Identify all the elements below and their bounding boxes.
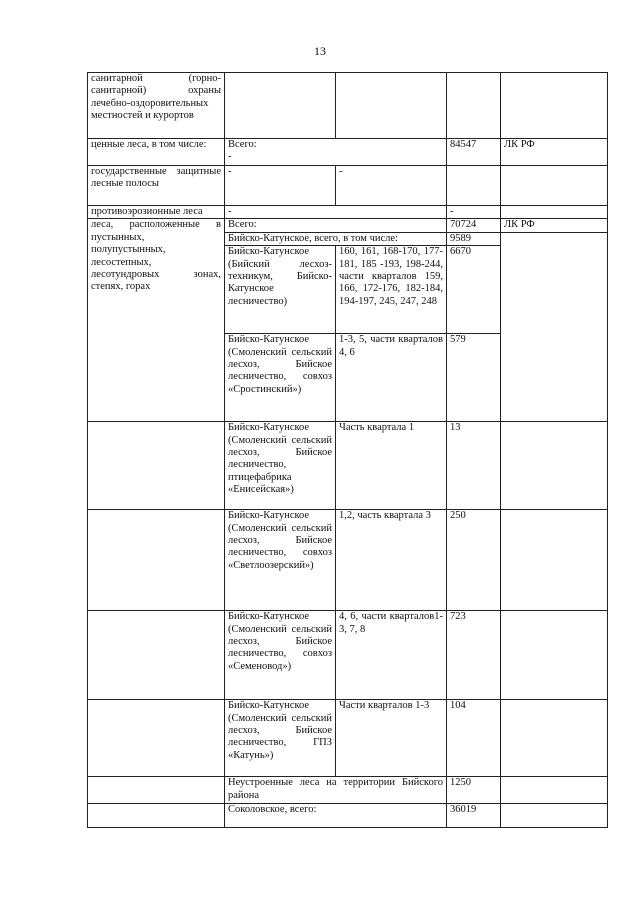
area-cell: - xyxy=(447,206,501,219)
basis-cell xyxy=(501,232,608,421)
basis-cell xyxy=(501,510,608,611)
table-row xyxy=(88,700,608,777)
area-cell: 36019 xyxy=(447,804,501,828)
table-row xyxy=(88,219,608,232)
quarters-cell: 1-3, 5, части кварталов 4, 6 xyxy=(336,334,447,422)
area-cell: 579 xyxy=(447,334,501,422)
category-cell: ценные леса, в том числе: xyxy=(88,139,225,166)
category-cell xyxy=(88,700,225,777)
category-cell: противоэрозионные леса xyxy=(88,206,225,219)
area-cell: 84547 xyxy=(447,139,501,166)
subject-cell: Неустроенные леса на территории Бийского района xyxy=(225,777,447,804)
table-row xyxy=(88,206,608,219)
subject-cell: Соколовское, всего: xyxy=(225,804,447,828)
subject-cell: Бийско-Катунское (Смоленский сельский лесхоз, Бийское лесничество, совхоз «Светлоозерский») xyxy=(225,510,336,611)
basis-cell xyxy=(501,422,608,510)
category-cell: санитарной (горно-санитарной) охраны лечебно-оздоровительных местностей и курортов xyxy=(88,73,225,139)
quarters-cell: - xyxy=(336,166,447,206)
basis-cell xyxy=(501,73,608,139)
area-cell: 250 xyxy=(447,510,501,611)
table-row xyxy=(88,139,608,166)
area-cell xyxy=(447,73,501,139)
table-row xyxy=(88,611,608,700)
subject-cell: Бийско-Катунское (Смоленский сельский лесхоз, Бийское лесничество, ГПЗ «Катунь») xyxy=(225,700,336,777)
quarters-cell: 1,2, часть квартала 3 xyxy=(336,510,447,611)
subject-cell: Всего: xyxy=(225,219,447,232)
area-cell: 13 xyxy=(447,422,501,510)
category-cell: леса, расположенные в пустынных, полупустынных, лесостепных, лесотундровых зонах, степях, горах xyxy=(88,219,225,422)
subject-cell: Бийско-Катунское (Бийский лесхоз-техникум, Бийско-Катунское лесничество) xyxy=(225,246,336,334)
area-cell: 70724 xyxy=(447,219,501,232)
basis-cell: ЛК РФ xyxy=(501,139,608,166)
category-cell: государственные защитные лесные полосы xyxy=(88,166,225,206)
basis-cell xyxy=(501,804,608,828)
table-row xyxy=(88,73,608,139)
table-row xyxy=(88,422,608,510)
subject-cell: Бийско-Катунское, всего, в том числе: xyxy=(225,232,447,245)
basis-cell xyxy=(501,700,608,777)
area-cell xyxy=(447,166,501,206)
subject-cell: - xyxy=(225,166,336,206)
area-cell: 1250 xyxy=(447,777,501,804)
subject-cell: Бийско-Катунское (Смоленский сельский лесхоз, Бийское лесничество, совхоз «Сростинский») xyxy=(225,334,336,422)
quarters-cell xyxy=(336,73,447,139)
subject-cell: Бийско-Катунское (Смоленский сельский лесхоз, Бийское лесничество, совхоз «Семеновод») xyxy=(225,611,336,700)
area-cell: 6670 xyxy=(447,246,501,334)
table-row xyxy=(88,777,608,804)
basis-cell: ЛК РФ xyxy=(501,219,608,232)
basis-cell xyxy=(501,166,608,206)
area-cell: 9589 xyxy=(447,232,501,245)
category-cell xyxy=(88,777,225,804)
area-cell: 104 xyxy=(447,700,501,777)
basis-cell xyxy=(501,206,608,219)
category-cell xyxy=(88,510,225,611)
subject-cell: Бийско-Катунское (Смоленский сельский лесхоз, Бийское лесничество, птицефабрика «Енисейская») xyxy=(225,422,336,510)
category-cell xyxy=(88,611,225,700)
subject-cell xyxy=(225,73,336,139)
subject-cell: Всего: - xyxy=(225,139,447,166)
basis-cell xyxy=(501,777,608,804)
forest-category-table xyxy=(87,72,608,828)
page-number: 13 xyxy=(314,44,326,58)
table-row xyxy=(88,510,608,611)
table-row xyxy=(88,166,608,206)
quarters-cell: Части кварталов 1-3 xyxy=(336,700,447,777)
subject-cell: - xyxy=(225,206,447,219)
quarters-cell: Часть квартала 1 xyxy=(336,422,447,510)
quarters-cell: 160, 161, 168-170, 177-181, 185 -193, 198-244, части кварталов 159, 166, 172-176, 182-184, 194-197, 245, 247, 248 xyxy=(336,246,447,334)
basis-cell xyxy=(501,611,608,700)
category-cell xyxy=(88,804,225,828)
table-row xyxy=(88,804,608,828)
area-cell: 723 xyxy=(447,611,501,700)
category-cell xyxy=(88,422,225,510)
quarters-cell: 4, 6, части кварталов1-3, 7, 8 xyxy=(336,611,447,700)
